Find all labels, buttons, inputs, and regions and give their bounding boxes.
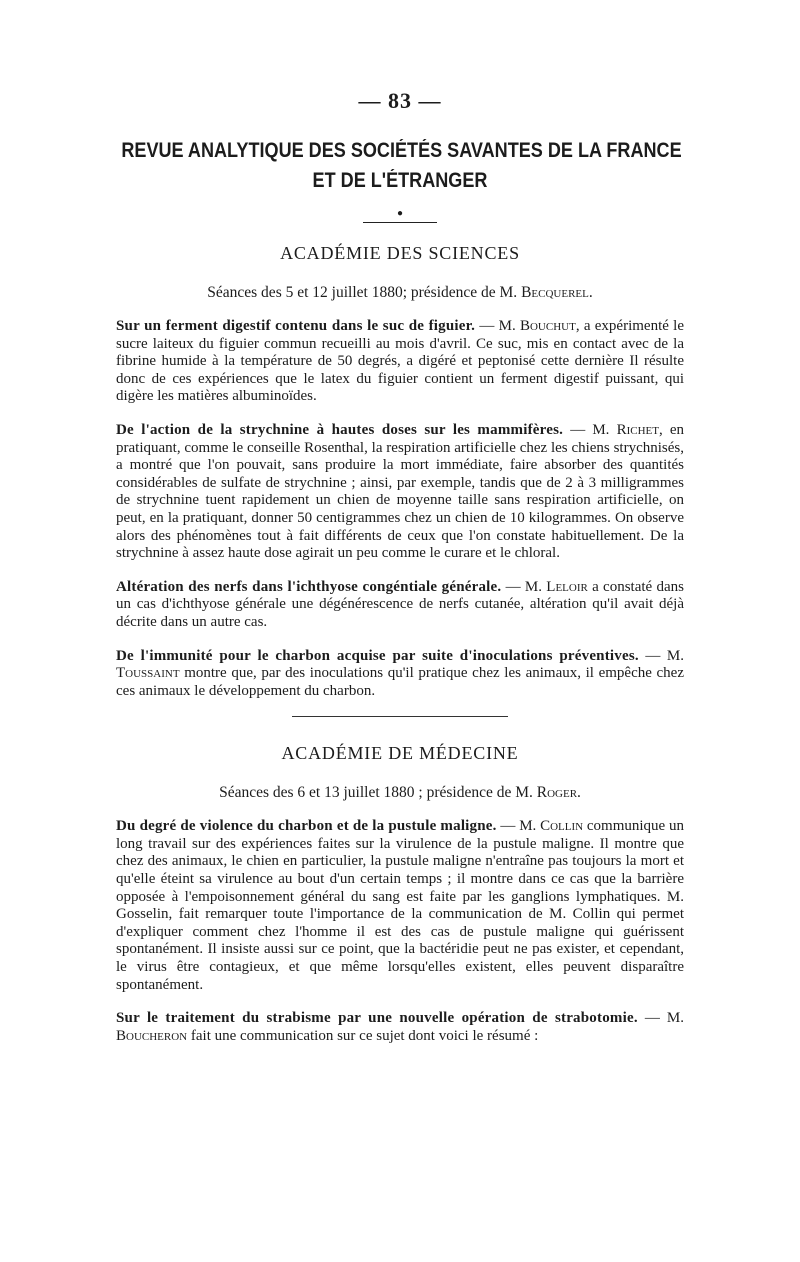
article-lead: — M. [563,421,617,438]
article-title: De l'immunité pour le charbon acquise par suite d'inoculations préventives. [116,647,639,664]
article-author: Collin [540,818,584,835]
article-lead: — M. [496,818,541,835]
article-lead: — M. [475,318,520,334]
journal-header [116,136,684,196]
article-title: Sur un ferment digestif contenu dans le suc de figuier. [116,318,476,334]
article-title: Altération des nerfs dans l'ichthyose congéntiale générale. [116,578,502,595]
article-author: Richet [616,421,659,438]
header-rule [363,222,437,223]
article-lead: — M. [637,1010,684,1027]
section-academie-medecine [116,743,684,1045]
ornament-dot: ● [396,208,404,219]
section-title: ACADÉMIE DE MÉDECINE [281,743,519,764]
article [116,579,684,632]
article-author: Toussaint [116,665,180,682]
article [116,318,684,406]
meeting-end: . [588,284,593,301]
article-lead: — M. [638,647,684,664]
article-title: De l'action de la strychnine à hautes doses sur les mammifères. [116,421,564,438]
article-body: fait une communication sur ce sujet dont voici le résumé : [187,1027,539,1044]
article-body: , en pratiquant, comme le conseille Rosenthal, la respiration artificielle chez les chiens strychnisés, a montré que l'on pouvait, sans produire la mort immédiate, faire absorber des quantités considérables de sulfate de strychnine ; ainsi, par exemple, tandis que de 2 à 3 milligrammes de strychnine tuent rapidement un chien de moyenne taille sans respiration artificielle, on peut, en la pratiquant, donner 50 centigrammes chez un chien de 10 kilogrammes. On observe alors des phénomènes tout à fait différents de ceux que l'on constate habituellement. De la strychnine à assez haute dose agirait un peu comme le curare et le chloral. [116,421,684,562]
article-author: Boucheron [116,1027,188,1044]
article-title: Du degré de violence du charbon et de la pustule maligne. [116,818,497,835]
president-name: Becquerel [521,284,589,301]
article-body: montre que, par des inoculations qu'il pratique chez les animaux, il empêche chez ces animaux le développement du charbon. [116,665,684,699]
article-title: Sur le traitement du strabisme par une nouvelle opération de strabotomie. [116,1010,638,1027]
article [116,422,684,563]
article [116,1010,684,1045]
header-subtitle: ET DE L'ÉTRANGER [312,169,488,192]
section-academie-sciences [116,243,684,700]
article-lead: — M. [501,578,547,595]
article [116,648,684,701]
page-number: — 83 — [358,88,442,113]
meeting-text: Séances des 6 et 13 juillet 1880 ; présidence de M. [219,784,533,802]
meeting-info [116,784,684,802]
section-title: ACADÉMIE DES SCIENCES [280,243,520,263]
meeting-text: Séances des 5 et 12 juillet 1880; présidence de M. [207,284,518,301]
article-author: Leloir [546,578,588,595]
article-body: , a expérimenté le sucre laiteux du figuier commun recueilli au mois d'avril. Ce suc, mis en contact avec de la fibrine humide à la température de 50 degrés, a digéré et peptonisé cette dernière Il résulte donc de ces expériences que le latex du figuier contient un ferment digestif puissant, qui digère les matières albuminoïdes. [116,318,684,405]
article [116,818,684,994]
president-name: Roger [536,784,578,802]
header-title: REVUE ANALYTIQUE DES SOCIÉTÉS SAVANTES DE LA FRANCE [121,139,682,162]
section-divider [292,716,508,717]
meeting-info [116,284,684,302]
meeting-end: . [577,784,581,802]
article-body: communique un long travail sur des expériences faites sur la virulence de la pustule maligne. Il montre que chez des animaux, le chien en particulier, la pustule maligne n'entraîne pas toujours la mort et qu'elle éteint sa virulence au bout d'un certain temps ; il montre dans ce cas que la barrière opposée à l'empoisonnement général du sang est faite par les ganglions lymphatiques. M. Gosselin, fait remarquer toute l'importance de la communication de M. Collin qui permet d'expliquer comment chez l'homme il est des cas de pustule maligne qui guérissent spontanément. Il insiste aussi sur ce point, que la bactéridie peut ne pas exister, et cependant, le virus être contagieux, et que même lorsqu'elles existent, elles peuvent disparaître spontanément. [116,818,685,993]
article-author: Bouchut [519,318,576,334]
article-body: a constaté dans un cas d'ichthyose générale une dégénérescence de nerfs cutanée, altération qu'il avait déjà décrite dans un autre cas. [116,578,684,630]
journal-page [116,88,684,1061]
